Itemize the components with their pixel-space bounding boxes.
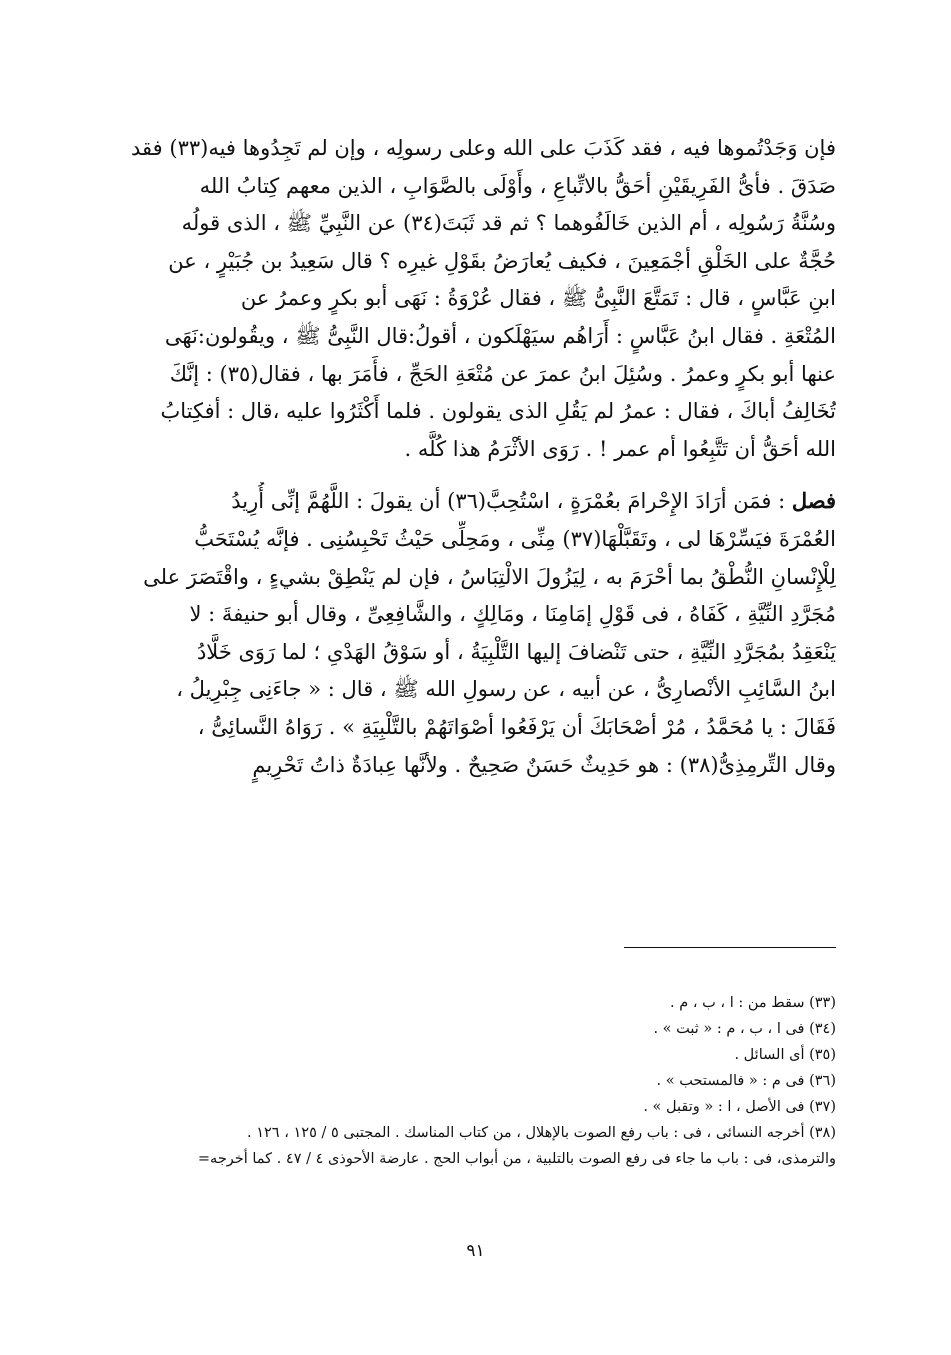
main-text [114,130,836,784]
text-line: الله أحَقُّ أن تَتَّبِعُوا أم عمر ! . رَوَى الأثْرَمُ هذا كُلَّه . [404,436,836,461]
text-line: فإن وَجَدْتُموها فيه ، فقد كَذَبَ على الله وعلى رسولِه ، وإن لم تَجِدُوها فيه(٣٣) فقد [131,136,836,160]
text-line: لِلْإِنْسانِ النُّطْقُ بما أحْرَمَ به ، لِيَزُولَ الالْتِبَاسُ ، فإن لم يَنْطِقْ بشيءٍ ، واقْتَصَرَ على [143,564,836,589]
footnote: (٣٨) أخرجه النسائى ، فى : باب رفع الصوت بالإهلال ، من كتاب المناسك . المجتبى ٥ / ١٢٥ ، ١٢٦ . [247,1125,836,1141]
footnote-separator [624,947,836,948]
text-line: يَنْعَقِدُ بمُجَرَّدِ النِّيَّةِ ، حتى تَنْضافَ إليها التَّلْبِيَةُ ، أو سَوْقُ الهَدْىِ ؛ لما رَوَى خَلَّادُ [196,639,836,664]
footnote: (٣٧) فى الأصل ، ا : « وتقبل » . [643,1099,836,1115]
text-line-rest: : فمَن أرَادَ الإِحْرامَ بعُمْرَةٍ ، اسْتُحِبَّ(٣٦) أن يقولَ : اللَّهُمَّ إنِّى أُرِيدُ [231,489,792,514]
text-line: العُمْرَةَ فيَسِّرْهَا لى ، وتَقَبَّلْهَا(٣٧) مِنِّى ، ومَحِلِّى حَيْثُ تَحْبِسُنِى . فإنَّه يُسْتَحَبُّ [194,526,836,551]
text-line: مُجَرَّدِ النِّيَّةِ ، كَفَاهُ ، فى قَوْلِ إمَامِنَا ، ومَالِكٍ ، والشَّافِعِىِّ ، وقال أبو حنيفةَ : لا [189,602,836,627]
text-line [114,482,836,521]
text-line: صَدَقَ . فأىُّ الفَرِيقَيْنِ أحَقُّ بالاتِّباعِ ، وأَوْلَى بالصَّوَابِ ، الذين معهم كِتابُ الله [199,173,836,198]
text-line: حُجَّةٌ على الخَلْقِ أجْمَعِينَ ، فكيف يُعارَضُ بقَوْلِ غيرِه ؟ قال سَعِيدُ بن جُبَيْرٍ ، عن [168,248,836,273]
footnote: (٣٤) فى ا ، ب ، م : « ثبت » . [653,1021,836,1037]
footnote: (٣٣) سقط من : ا ، ب ، م . [670,995,836,1011]
footnote: والترمذى، فى : باب ما جاء فى رفع الصوت بالتلبية ، من أبواب الحج . عارضة الأحوذى ٤ / ٤٧ . كما أخرجه= [197,1151,836,1167]
section-heading-word: فصل [791,488,836,514]
text-line: تُخَالِفُ أباكَ ، فقال : عمرُ لم يَقُلِ الذى يقولون . فلما أَكْثَرُوا عليه ،قال : أفكِتابُ [160,399,836,424]
text-line: وقال التِّرمِذِىُّ(٣٨) : هو حَدِيثٌ حَسَنٌ صَحِيحٌ . ولأنَّها عِبادَةٌ ذاتُ تَحْرِيمٍ [252,752,836,777]
text-line: فَقَالَ : يا مُحَمَّدُ ، مُرْ أصْحَابَكَ أن يَرْفَعُوا أصْوَاتَهُمْ بالتَّلْبِيَةِ » . رَوَاهُ النَّسائِىُّ ، [197,714,836,739]
paragraph-1 [114,130,836,468]
footnotes [114,990,836,1172]
page-number: ٩١ [466,1241,485,1261]
text-line: عنها أبو بكرٍ وعمرُ . وسُئِلَ ابنُ عمرَ عن مُتْعَةِ الحَجِّ ، فأَمَرَ بها ، فقال(٣٥) : إنَّكَ [169,361,836,386]
text-line: وسُنَّةُ رَسُولِه ، أم الذين خَالَفُوهما ؟ ثم قد ثَبَتَ(٣٤) عن النَّبِيِّ ﷺ ، الذى قولُه [181,211,836,236]
footnote: (٣٦) فى م : « فالمستحب » . [656,1073,836,1089]
footnote: (٣٥) أى السائل . [734,1047,836,1063]
text-line: ابنِ عَبَّاسٍ ، قال : تَمَتَّعَ النَّبِىُّ ﷺ ، فقال عُرْوَةُ : نَهَى أبو بكرٍ وعمرُ عن [240,286,836,311]
text-line: ابنُ السَّائِبِ الأنْصارِىُّ ، عن أبيه ، عن رسولِ الله ﷺ ، قال : « جاءَنِى جِبْرِيلُ ، [176,677,836,702]
text-line: المُتْعَةِ . فقال ابنُ عَبَّاسٍ : أَرَاهُم سيَهْلَكون ، أقولُ:قال النَّبِىُّ ﷺ ، ويقُولون:نَهَى [164,323,836,348]
paragraph-2 [114,482,836,784]
